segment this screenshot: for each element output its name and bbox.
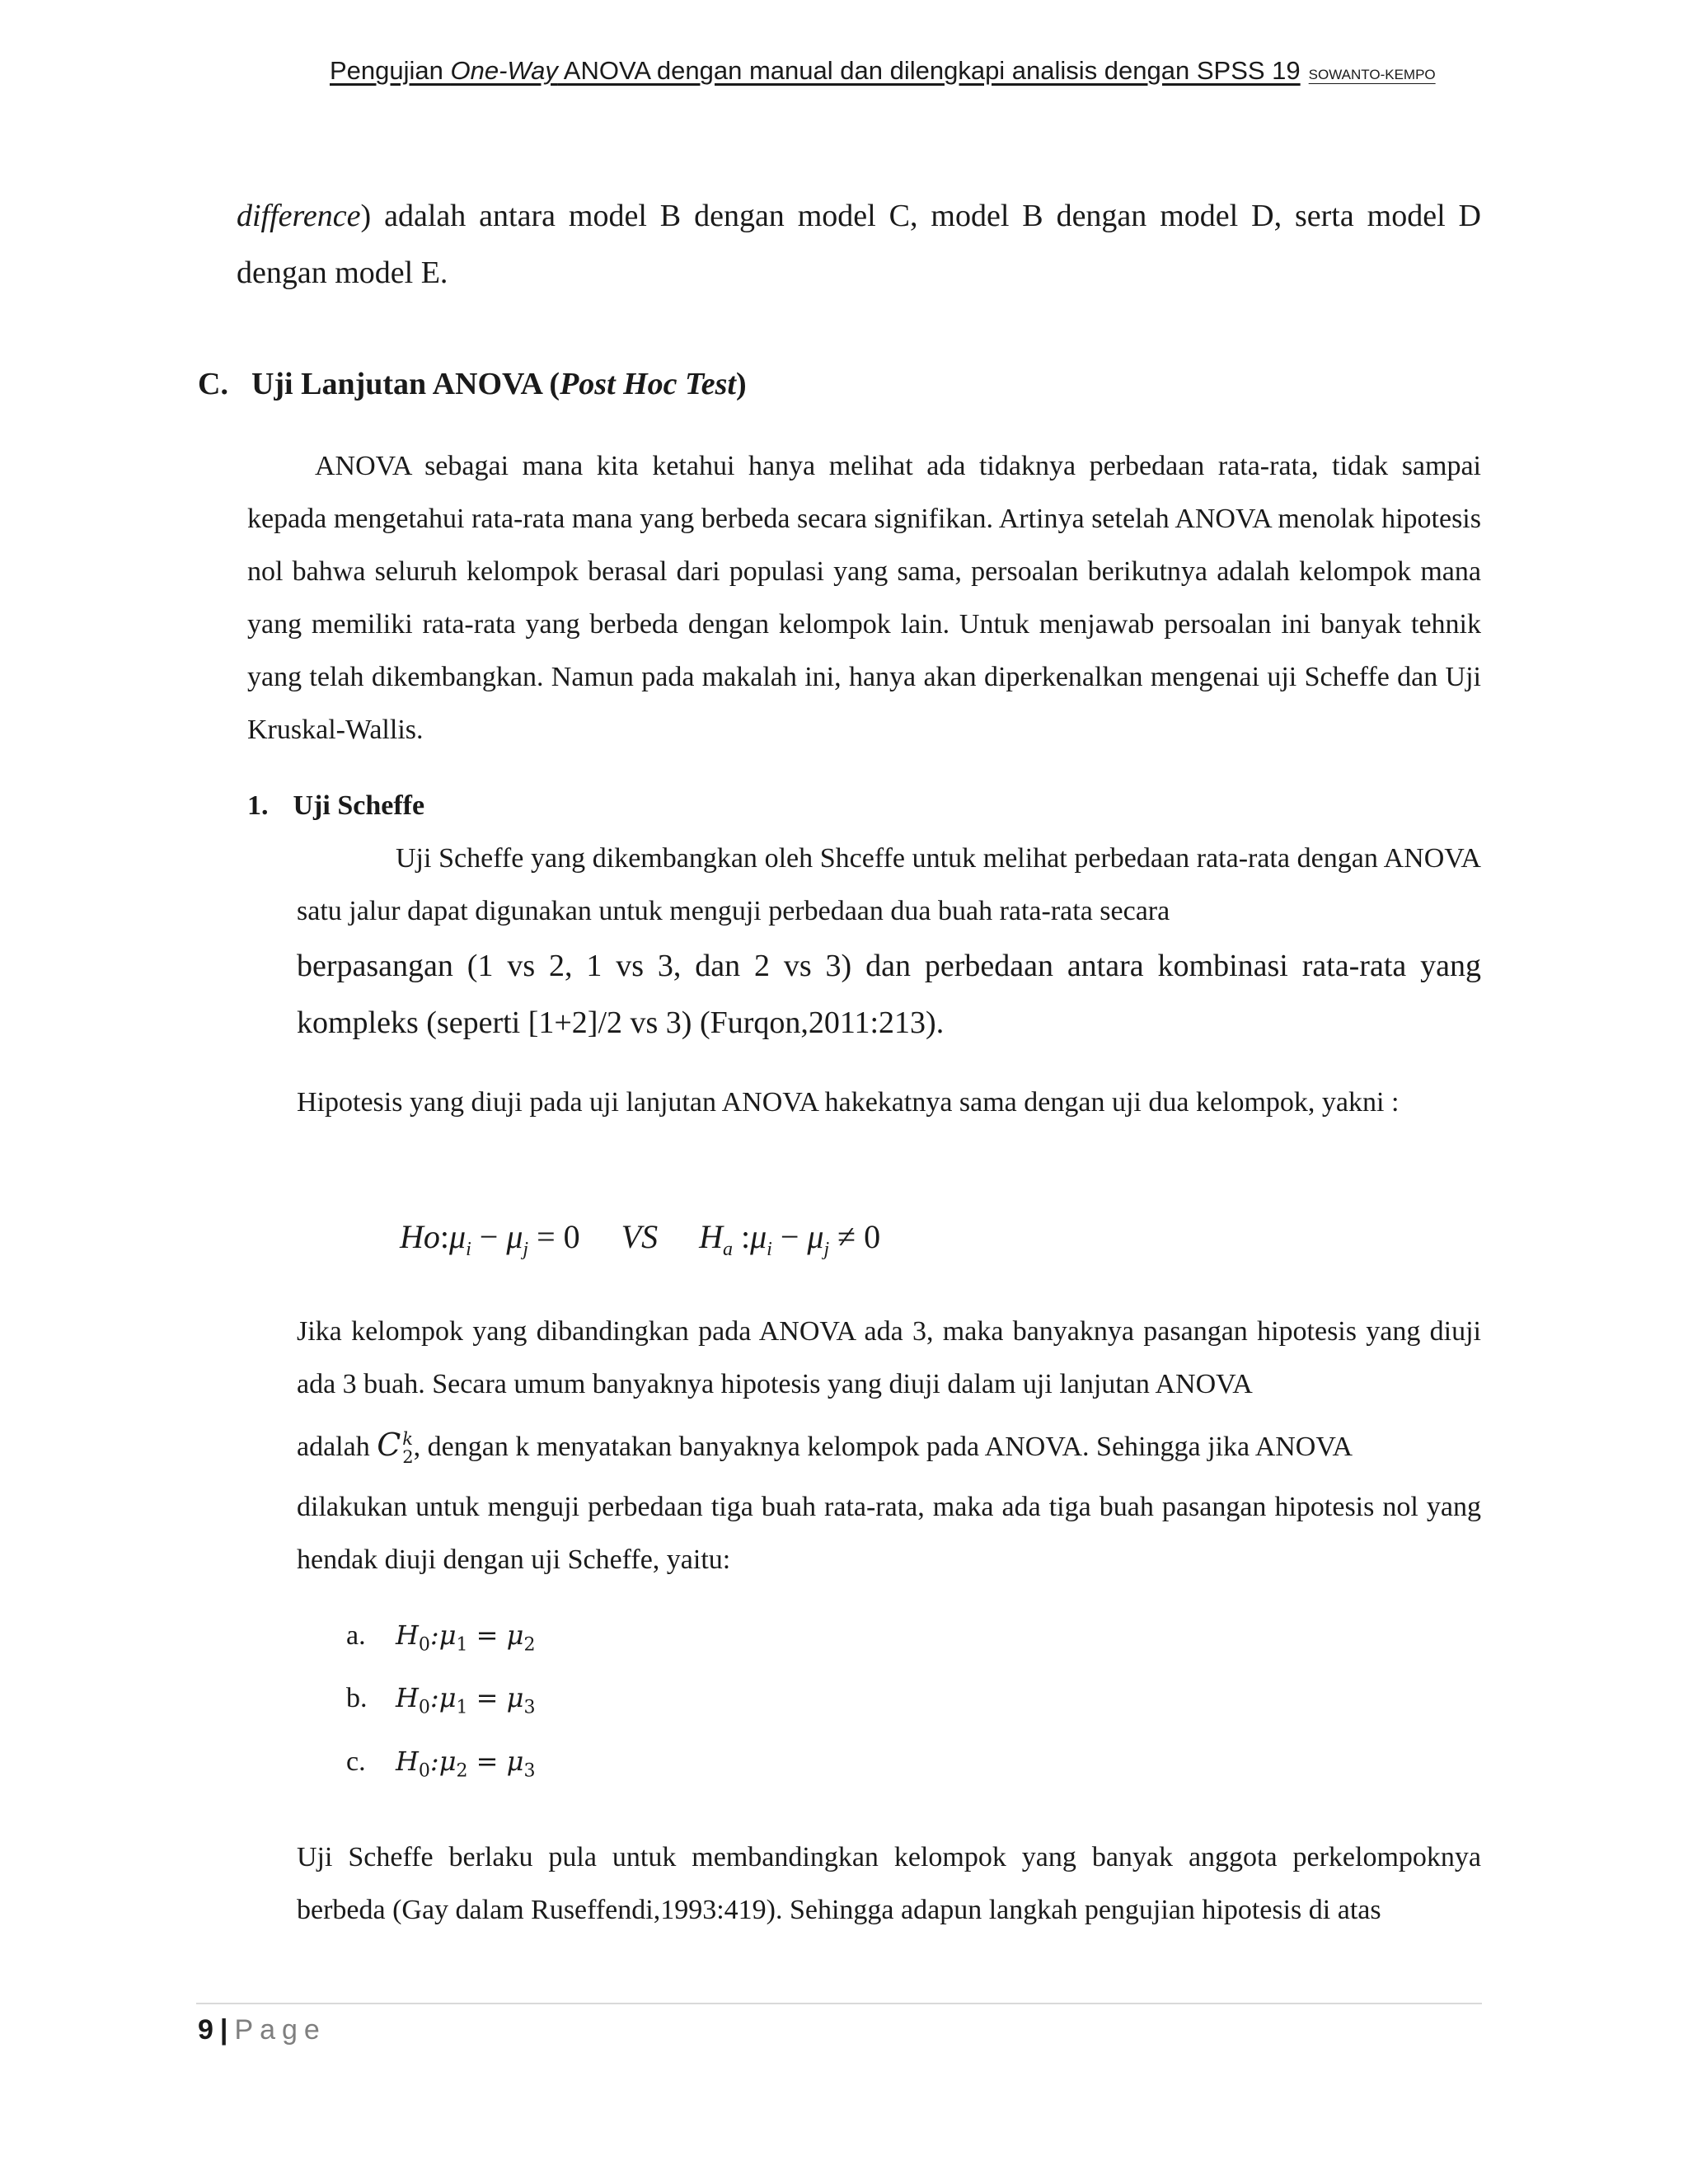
jika-paragraph-part2: adalah C k 2 , dengan k menyatakan banyaknya kelompok pada ANOVA. Sehingga jika ANOVA bbox=[297, 1427, 1353, 1467]
footer-separator: | bbox=[219, 2014, 228, 2046]
page-footer bbox=[198, 2009, 326, 2050]
jika-paragraph-part1: Jika kelompok yang dibandingkan pada ANOVA ada 3, maka banyaknya pasangan hipotesis yang diuji ada 3 buah. Secara umum banyaknya hipotesis yang diuji dalam uji lanjutan ANOVA bbox=[297, 1316, 1481, 1399]
running-header bbox=[330, 51, 1500, 91]
combination-symbol: C k 2 bbox=[377, 1427, 414, 1467]
scheffe-paragraph-part2: berpasangan (1 vs 2, 1 vs 3, dan 2 vs 3) dan perbedaan antara kombinasi rata-rata yang kompleks (seperti [1+2]/2 vs 3) (Furqon,2011:213). bbox=[297, 949, 1481, 1040]
hypothesis-equation: $Ho:\mu_i - \mu_j = 0$ VS $H_a$ $:\mu_i - \mu_j \ne 0$ bbox=[400, 1218, 881, 1260]
scheffe-paragraph-part1: Uji Scheffe yang dikembangkan oleh Shceffe untuk melihat perbedaan rata-rata dengan ANOVA satu jalur dapat digunakan untuk menguji perbedaan dua buah rata-rata secara bbox=[297, 843, 1481, 926]
hipotesis-paragraph: Hipotesis yang diuji pada uji lanjutan ANOVA hakekatnya sama dengan uji dua kelompok, yakni : bbox=[297, 1087, 1400, 1118]
jika-paragraph bbox=[297, 1305, 1481, 1586]
list-item: c. $H_0:\mu_2 = \mu_3$ bbox=[346, 1745, 536, 1782]
intro-paragraph: difference) adalah antara model B dengan model C, model B dengan model D, serta model D dengan model E. bbox=[237, 199, 1481, 290]
jika-paragraph-part3: dilakukan untuk menguji perbedaan tiga buah rata-rata, maka ada tiga buah pasangan hipotesis nol yang hendak diuji dengan uji Scheffe, yaitu: bbox=[297, 1492, 1481, 1575]
berlaku-paragraph: Uji Scheffe berlaku pula untuk membandingkan kelompok yang banyak anggota perkelompoknya berbeda (Gay dalam Ruseffendi,1993:419). Sehingga adapun langkah pengujian hipotesis di atas bbox=[297, 1842, 1481, 1925]
header-author: SOWANTO-KEMPO bbox=[1308, 67, 1436, 82]
list-item: a. $H_0:\mu_1 = \mu_2$ bbox=[346, 1619, 536, 1656]
page-label: Page bbox=[234, 2014, 326, 2046]
section-heading: C. Uji Lanjutan ANOVA (Post Hoc Test) bbox=[198, 367, 747, 401]
hypothesis-list bbox=[346, 1609, 535, 1797]
subsection-heading: 1. Uji Scheffe bbox=[247, 790, 425, 821]
footer-divider bbox=[196, 2003, 1482, 2004]
header-title: Pengujian One-Way ANOVA dengan manual dan dilengkapi analisis dengan SPSS 19 bbox=[330, 56, 1301, 85]
anova-paragraph: ANOVA sebagai mana kita ketahui hanya melihat ada tidaknya perbedaan rata-rata, tidak sampai kepada mengetahui rata-rata mana yang berbeda secara signifikan. Artinya setelah ANOVA menolak hipotesis nol bahwa seluruh kelompok berasal dari populasi yang sama, persoalan berikutnya adalah kelompok mana yang memiliki rata-rata yang berbeda dengan kelompok lain. Untuk menjawab persoalan ini banyak tehnik yang telah dikembangkan. Namun pada makalah ini, hanya akan diperkenalkan mengenai uji Scheffe dan Uji Kruskal-Wallis. bbox=[247, 451, 1481, 745]
page-number: 9 bbox=[198, 2014, 213, 2046]
scheffe-paragraph bbox=[297, 832, 1481, 1052]
list-item: b. $H_0:\mu_1 = \mu_3$ bbox=[346, 1682, 536, 1718]
